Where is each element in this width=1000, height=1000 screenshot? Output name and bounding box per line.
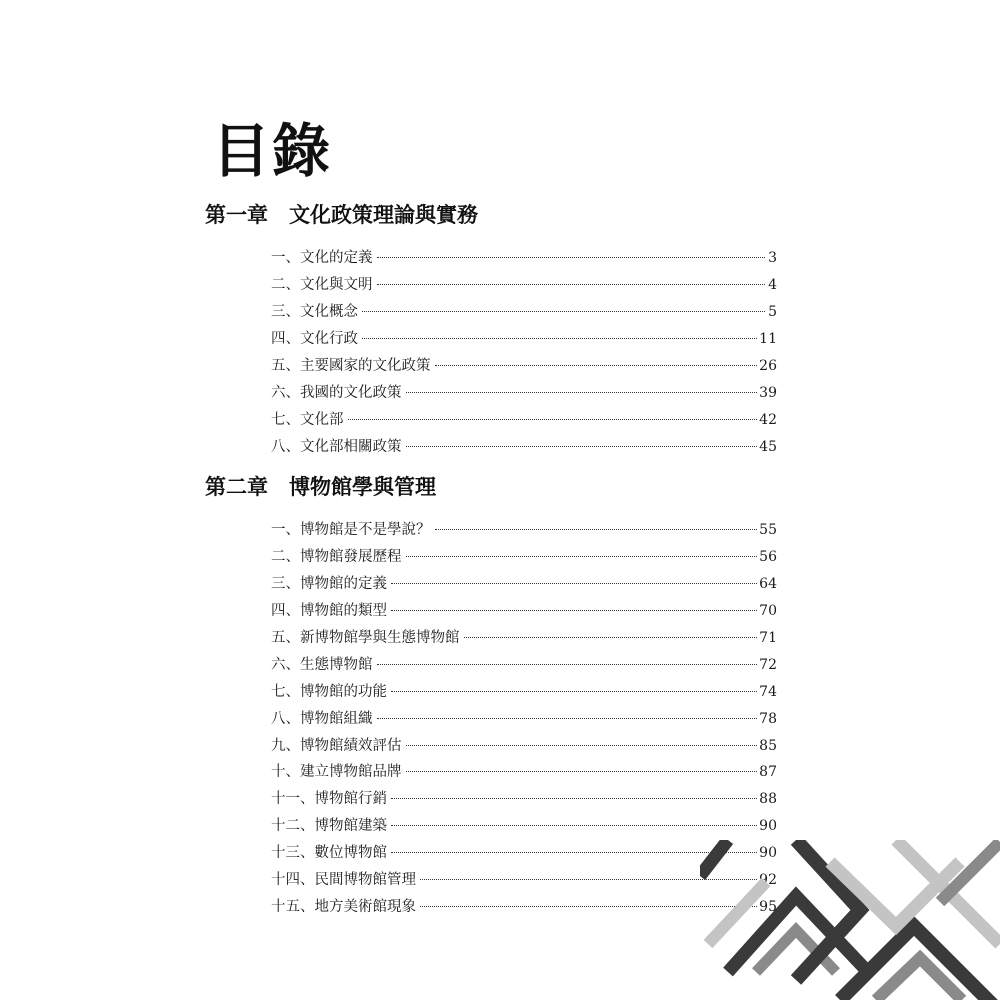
dot-leader <box>435 529 758 530</box>
entry-label: 五、新博物館學與生態博物館 <box>271 629 460 646</box>
entry-page-number: 78 <box>759 710 777 727</box>
entry-page-number: 92 <box>759 872 777 889</box>
toc-entry[interactable] <box>271 245 777 272</box>
dot-leader <box>362 338 757 339</box>
entry-page-number: 71 <box>759 629 777 646</box>
dot-leader <box>362 311 765 312</box>
dot-leader <box>391 691 757 692</box>
dot-leader <box>377 284 766 285</box>
entry-page-number: 3 <box>768 250 777 266</box>
toc-entry[interactable] <box>271 517 777 544</box>
dot-leader <box>406 745 758 746</box>
diamond-shape <box>756 930 836 972</box>
dot-leader <box>391 852 757 853</box>
entry-page-number: 95 <box>759 899 777 916</box>
dot-leader <box>391 610 757 611</box>
diamond-shape <box>940 842 1000 902</box>
dot-leader <box>406 771 758 772</box>
toc-entry[interactable] <box>271 786 777 813</box>
entry-label: 九、博物館績效評估 <box>271 737 402 754</box>
toc-entry[interactable] <box>271 544 777 571</box>
entry-label: 十一、博物館行銷 <box>271 791 387 808</box>
chapter-1 <box>205 198 777 461</box>
entry-page-number: 55 <box>759 522 777 538</box>
toc-entry[interactable] <box>271 380 777 407</box>
dot-leader <box>420 906 757 907</box>
dot-leader <box>377 664 758 665</box>
entry-label: 十四、民間博物館管理 <box>271 872 416 889</box>
entry-label: 七、文化部 <box>271 411 344 428</box>
toc-entry[interactable] <box>271 813 777 840</box>
diamond-shape <box>876 958 962 1000</box>
entry-label: 十五、地方美術館現象 <box>271 899 416 916</box>
dot-leader <box>348 419 758 420</box>
entry-page-number: 88 <box>759 791 777 808</box>
entry-page-number: 39 <box>759 384 777 401</box>
dot-leader <box>406 392 758 393</box>
entry-page-number: 90 <box>759 818 777 835</box>
toc-entry[interactable] <box>271 326 777 353</box>
entry-label: 一、博物館是不是學說？ <box>271 522 431 538</box>
toc-entry[interactable] <box>271 759 777 786</box>
entry-page-number: 70 <box>759 602 777 619</box>
entry-page-number: 45 <box>759 438 777 455</box>
entry-page-number: 42 <box>759 411 777 428</box>
page-title: 目錄 <box>212 117 333 185</box>
toc-entry[interactable] <box>271 652 777 679</box>
entry-page-number: 72 <box>759 656 777 673</box>
diamond-shape <box>840 926 1000 1000</box>
diamond-shape <box>796 840 860 980</box>
chapter-2 <box>205 470 777 921</box>
dot-leader <box>435 365 758 366</box>
entry-label: 五、主要國家的文化政策 <box>271 357 431 374</box>
toc-entry[interactable] <box>271 299 777 326</box>
toc-entry[interactable] <box>271 571 777 598</box>
entry-page-number: 90 <box>759 845 777 862</box>
toc-entry[interactable] <box>271 733 777 760</box>
dot-leader <box>391 583 757 584</box>
entry-label: 三、文化概念 <box>271 303 358 320</box>
diamond-shape <box>896 840 1000 944</box>
dot-leader <box>391 798 757 799</box>
entry-label: 二、博物館發展歷程 <box>271 548 402 565</box>
entry-label: 一、文化的定義 <box>271 250 373 266</box>
chapter-entries <box>271 245 777 461</box>
entry-page-number: 5 <box>768 303 777 320</box>
entry-page-number: 74 <box>759 683 777 700</box>
chapter-heading[interactable] <box>205 470 765 504</box>
dot-leader <box>377 257 766 258</box>
chapter-entries <box>271 517 777 921</box>
dot-leader <box>464 637 758 638</box>
toc-entry[interactable] <box>271 625 777 652</box>
entry-label: 六、生態博物館 <box>271 656 373 673</box>
chapter-number: 第二章 <box>205 474 268 499</box>
toc-entry[interactable] <box>271 407 777 434</box>
dot-leader <box>406 446 758 447</box>
toc-entry[interactable] <box>271 598 777 625</box>
toc-entry[interactable] <box>271 272 777 299</box>
chapter-heading[interactable] <box>205 198 765 232</box>
diamond-shape <box>830 862 960 926</box>
entry-page-number: 56 <box>759 548 777 565</box>
toc-entry[interactable] <box>271 894 777 921</box>
entry-label: 四、博物館的類型 <box>271 602 387 619</box>
chapter-title: 博物館學與管理 <box>289 474 436 499</box>
dot-leader <box>420 879 757 880</box>
entry-page-number: 85 <box>759 737 777 754</box>
entry-label: 六、我國的文化政策 <box>271 384 402 401</box>
chapter-title: 文化政策理論與實務 <box>289 202 478 227</box>
entry-label: 七、博物館的功能 <box>271 683 387 700</box>
entry-page-number: 4 <box>768 276 777 293</box>
dot-leader <box>377 718 758 719</box>
entry-page-number: 11 <box>759 330 777 347</box>
entry-label: 十二、博物館建築 <box>271 818 387 835</box>
entry-page-number: 87 <box>759 764 777 781</box>
entry-label: 三、博物館的定義 <box>271 575 387 592</box>
entry-page-number: 26 <box>759 357 777 374</box>
toc-entry[interactable] <box>271 840 777 867</box>
chapter-number: 第一章 <box>205 202 268 227</box>
entry-label: 八、博物館組織 <box>271 710 373 727</box>
toc-entry[interactable] <box>271 867 777 894</box>
entry-label: 十三、數位博物館 <box>271 845 387 862</box>
entry-label: 十、建立博物館品牌 <box>271 764 402 781</box>
dot-leader <box>406 556 758 557</box>
dot-leader <box>391 825 757 826</box>
entry-label: 八、文化部相關政策 <box>271 438 402 455</box>
entry-label: 四、文化行政 <box>271 330 358 347</box>
entry-label: 二、文化與文明 <box>271 276 373 293</box>
toc-entry[interactable] <box>271 706 777 733</box>
entry-page-number: 64 <box>759 575 777 592</box>
toc-entry[interactable] <box>271 679 777 706</box>
toc-entry[interactable] <box>271 353 777 380</box>
toc-entry[interactable] <box>271 434 777 461</box>
